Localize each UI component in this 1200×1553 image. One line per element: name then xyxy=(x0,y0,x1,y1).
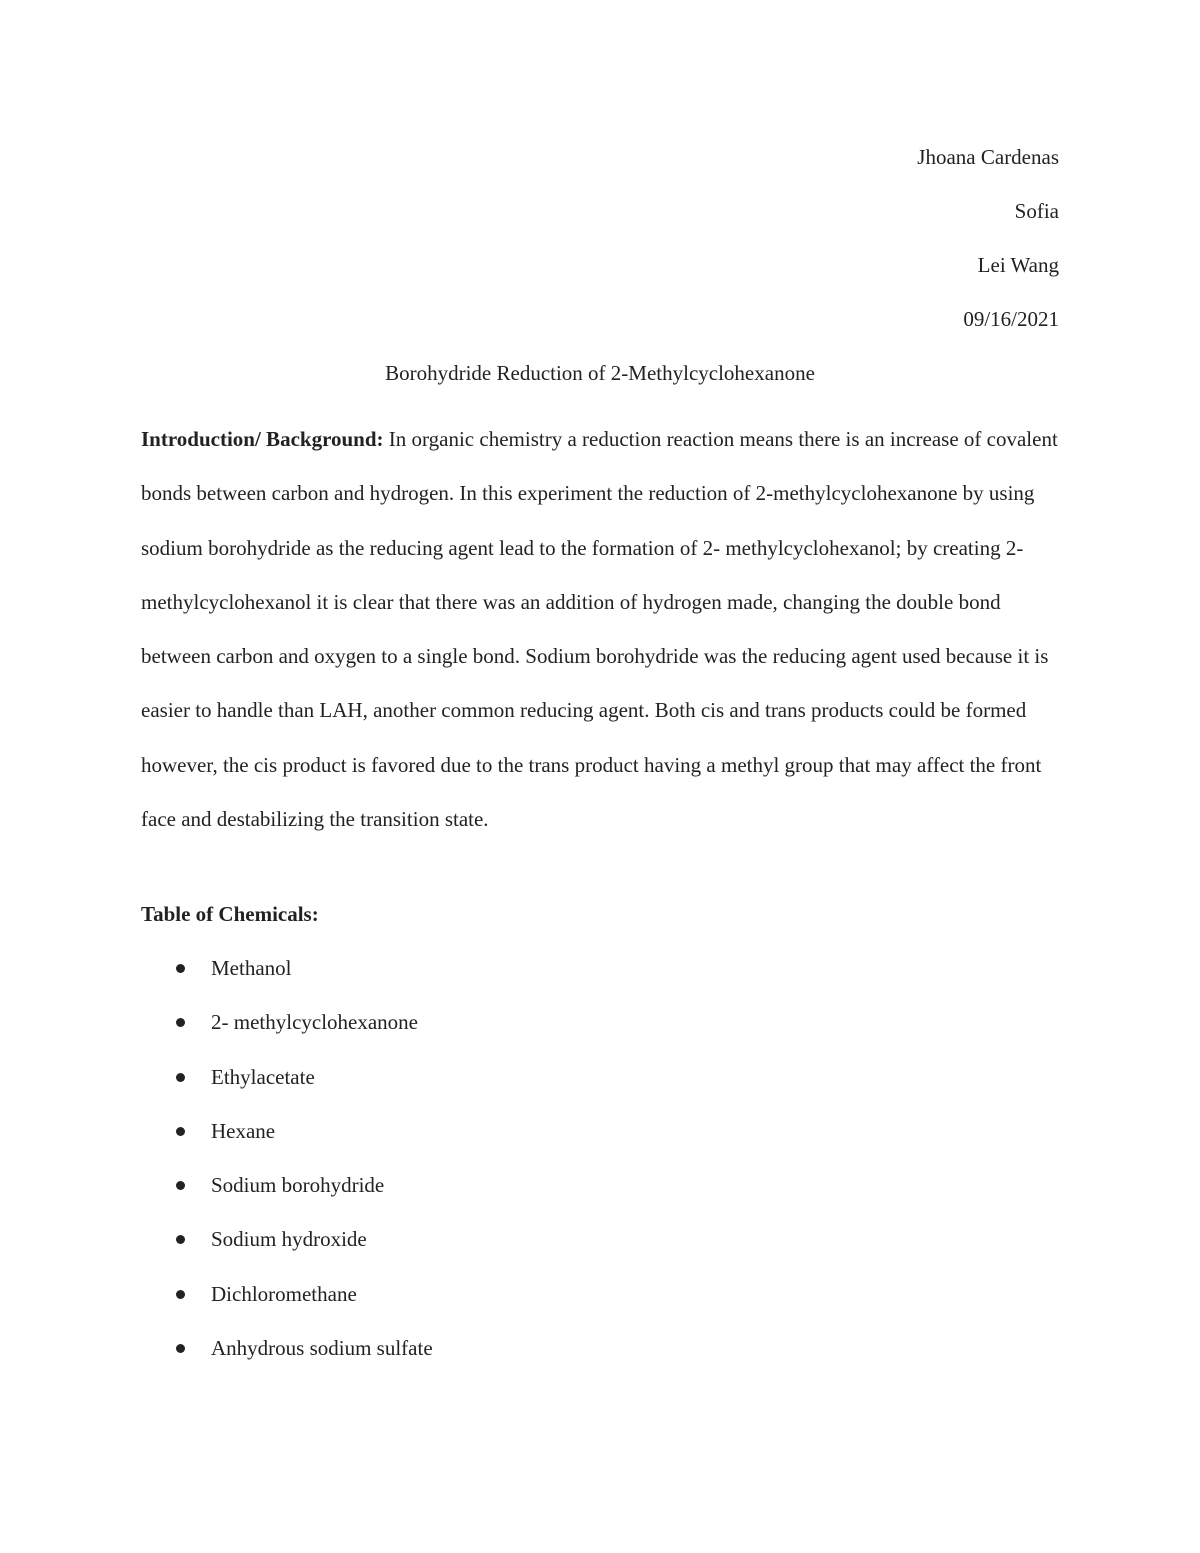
chemical-name: Anhydrous sodium sulfate xyxy=(211,1336,433,1361)
introduction-text: In organic chemistry a reduction reaction means there is an increase of covalent bonds between carbon and hydrogen. In this experiment the reduction of 2-methylcyclohexanone by using sodium borohydride as the reducing agent lead to the formation of 2- methylcyclohexanol; by creating 2- methylcyclohexanol it is clear that there was an addition of hydrogen made, changing the double bond between carbon and oxygen to a single bond. Sodium borohydride was the reducing agent used because it is easier to handle than LAH, another common reducing agent. Both cis and trans products could be formed however, the cis product is favored due to the trans product having a methyl group that may affect the front face and destabilizing the transition state. xyxy=(141,427,1058,832)
bullet-icon xyxy=(176,1344,185,1353)
chemicals-heading: Table of Chemicals: xyxy=(141,902,319,926)
document-title: Borohydride Reduction of 2-Methylcyclohexanone xyxy=(385,361,815,385)
chemical-name: Sodium hydroxide xyxy=(211,1227,367,1252)
chemical-name: Sodium borohydride xyxy=(211,1173,385,1198)
bullet-icon xyxy=(176,1181,185,1190)
author-name: Jhoana Cardenas xyxy=(917,145,1059,169)
chemical-name: 2- methylcyclohexanone xyxy=(211,1010,419,1035)
chemical-name: Methanol xyxy=(211,956,292,980)
bullet-icon xyxy=(176,1235,185,1244)
chemical-name: Hexane xyxy=(211,1118,276,1143)
document-date: 09/16/2021 xyxy=(963,307,1059,331)
bullet-icon xyxy=(176,1018,185,1027)
instructor-name: Sofia xyxy=(1014,199,1059,223)
introduction-paragraph xyxy=(141,412,1061,846)
bullet-icon xyxy=(176,1073,185,1082)
introduction-heading: Introduction/ Background: xyxy=(141,427,384,451)
chemical-name: Dichloromethane xyxy=(211,1281,357,1306)
bullet-icon xyxy=(176,1127,185,1136)
chemical-name: Ethylacetate xyxy=(211,1064,315,1089)
professor-name: Lei Wang xyxy=(977,253,1059,277)
bullet-icon xyxy=(176,1290,185,1299)
bullet-icon xyxy=(176,964,185,973)
